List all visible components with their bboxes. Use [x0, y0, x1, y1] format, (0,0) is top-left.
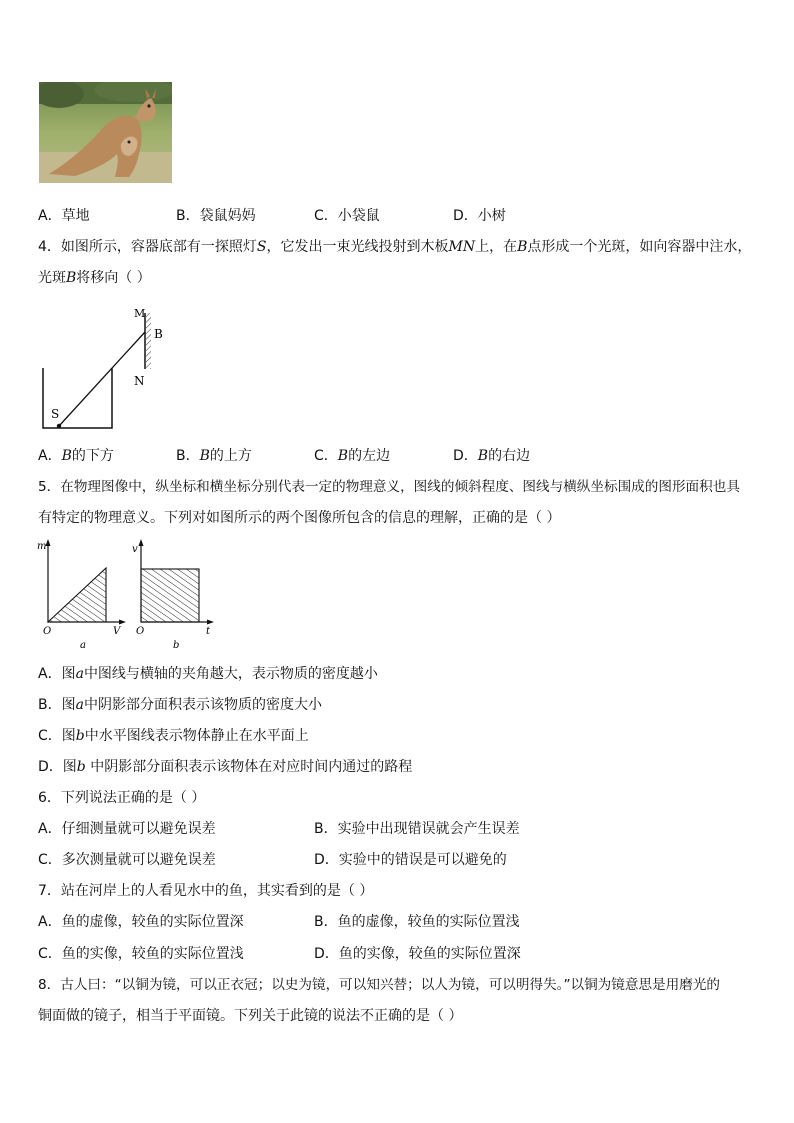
option-var: B	[61, 448, 72, 464]
q8-stem-line2: 铜面做的镜子，相当于平面镜。下列关于此镜的说法不正确的是（ ）	[38, 1008, 463, 1024]
q7-option-d: D．鱼的实像，较鱼的实际位置深	[314, 946, 521, 962]
q5-option-c	[38, 726, 309, 746]
graph-a	[37, 539, 126, 651]
light-ray	[59, 332, 145, 426]
q5-graphs	[34, 536, 224, 654]
q3-option-b: B．袋鼠妈妈	[176, 208, 256, 224]
q4-text: 上，在	[475, 239, 518, 255]
graph-b-y-label: v	[132, 544, 138, 555]
option-var: b	[76, 759, 86, 775]
q7-stem: 7．站在河岸上的人看见水中的鱼，其实看到的是（ ）	[38, 883, 374, 899]
q5-stem-line2: 有特定的物理意义。下列对如图所示的两个图像所包含的信息的理解，正确的是（ ）	[38, 510, 561, 526]
option-var: a	[75, 697, 84, 713]
option-text: 的左边	[348, 448, 391, 464]
q4-var: S	[256, 239, 267, 255]
q4-option-c	[314, 446, 390, 466]
graph-a-shaded-area	[48, 568, 106, 622]
label-b: B	[154, 327, 163, 341]
graph-a-y-label: m	[37, 541, 47, 552]
option-prefix: D．	[453, 448, 478, 464]
graph-b-x-label: t	[206, 626, 211, 637]
q4-var: B	[66, 270, 77, 286]
q7-option-b: B．鱼的虚像，较鱼的实际位置浅	[314, 914, 520, 930]
option-text: 中阴影部分面积表示该物质的密度大小	[83, 697, 322, 713]
q4-text: 将移向（ ）	[76, 270, 151, 286]
graph-b	[132, 539, 214, 651]
graph-b-caption: b	[173, 640, 180, 651]
q6-option-d: D．实验中的错误是可以避免的	[314, 852, 507, 868]
q4-var: B	[517, 239, 528, 255]
graph-a-x-label: V	[113, 626, 121, 637]
graph-a-caption: a	[80, 640, 86, 651]
option-var: a	[75, 666, 84, 682]
graph-a-origin: O	[43, 626, 52, 637]
q6-option-b: B．实验中出现错误就会产生误差	[314, 821, 520, 837]
option-var: B	[337, 448, 349, 464]
q3-option-d: D．小树	[453, 208, 506, 224]
q7-option-a: A．鱼的虚像，较鱼的实际位置深	[38, 914, 244, 930]
option-var: B	[199, 448, 210, 464]
q8-stem-line1: 8．古人曰：“以铜为镜，可以正衣冠；以史为镜，可以知兴替；以人为镜，可以明得失。”以铜为镜意思是用磨光的	[38, 977, 721, 993]
option-text: 中图线与横轴的夹角越大，表示物质的密度越小	[83, 666, 378, 682]
option-text: 中阴影部分面积表示该物体在对应时间内通过的路程	[85, 759, 413, 775]
q6-stem: 6．下列说法正确的是（ ）	[38, 790, 206, 806]
option-var: b	[75, 728, 85, 744]
q4-diagram	[36, 302, 176, 434]
option-var: B	[477, 448, 489, 464]
q4-option-b	[176, 446, 252, 466]
q4-text: 光斑	[38, 270, 66, 286]
graph-b-origin: O	[136, 626, 145, 637]
lamp-s	[57, 424, 61, 428]
option-text: 的右边	[488, 448, 531, 464]
q5-option-a	[38, 664, 378, 684]
q4-option-d	[453, 446, 530, 466]
option-prefix: C．图	[38, 728, 76, 744]
q4-var: MN	[448, 239, 476, 255]
option-prefix: D．图	[38, 759, 77, 775]
q5-option-b	[38, 695, 322, 715]
q4-stem-line2	[38, 268, 151, 288]
option-prefix: A．图	[38, 666, 76, 682]
option-text: 的上方	[209, 448, 252, 464]
option-prefix: B．图	[38, 697, 76, 713]
q4-stem-line1	[38, 237, 751, 257]
q7-option-c: C．鱼的实像，较鱼的实际位置浅	[38, 946, 244, 962]
q3-option-a: A．草地	[38, 208, 90, 224]
q4-text: 点形成一个光斑，如向容器中注水，	[527, 239, 752, 255]
label-s: S	[51, 407, 60, 421]
q5-stem-line1: 5．在物理图像中，纵坐标和横坐标分别代表一定的物理意义，图线的倾斜程度、图线与横纵坐标围成的图形面积也具	[38, 479, 740, 495]
q6-option-c: C．多次测量就可以避免误差	[38, 852, 216, 868]
q5-option-d	[38, 757, 412, 777]
board-hatch	[146, 313, 151, 369]
option-prefix: B．	[176, 448, 200, 464]
label-n: N	[134, 374, 145, 388]
q4-option-a	[38, 446, 114, 466]
q6-option-a: A．仔细测量就可以避免误差	[38, 821, 216, 837]
graph-b-shaded-area	[141, 569, 199, 622]
option-text: 的下方	[71, 448, 114, 464]
option-prefix: A．	[38, 448, 62, 464]
label-m: M	[134, 307, 146, 320]
q4-text: 4．如图所示，容器底部有一探照灯	[38, 239, 257, 255]
option-prefix: C．	[314, 448, 338, 464]
kangaroo-photo	[39, 82, 172, 183]
option-text: 中水平图线表示物体静止在水平面上	[84, 728, 309, 744]
q4-text: ，它发出一束光线投射到木板	[266, 239, 449, 255]
q3-option-c: C．小袋鼠	[314, 208, 380, 224]
